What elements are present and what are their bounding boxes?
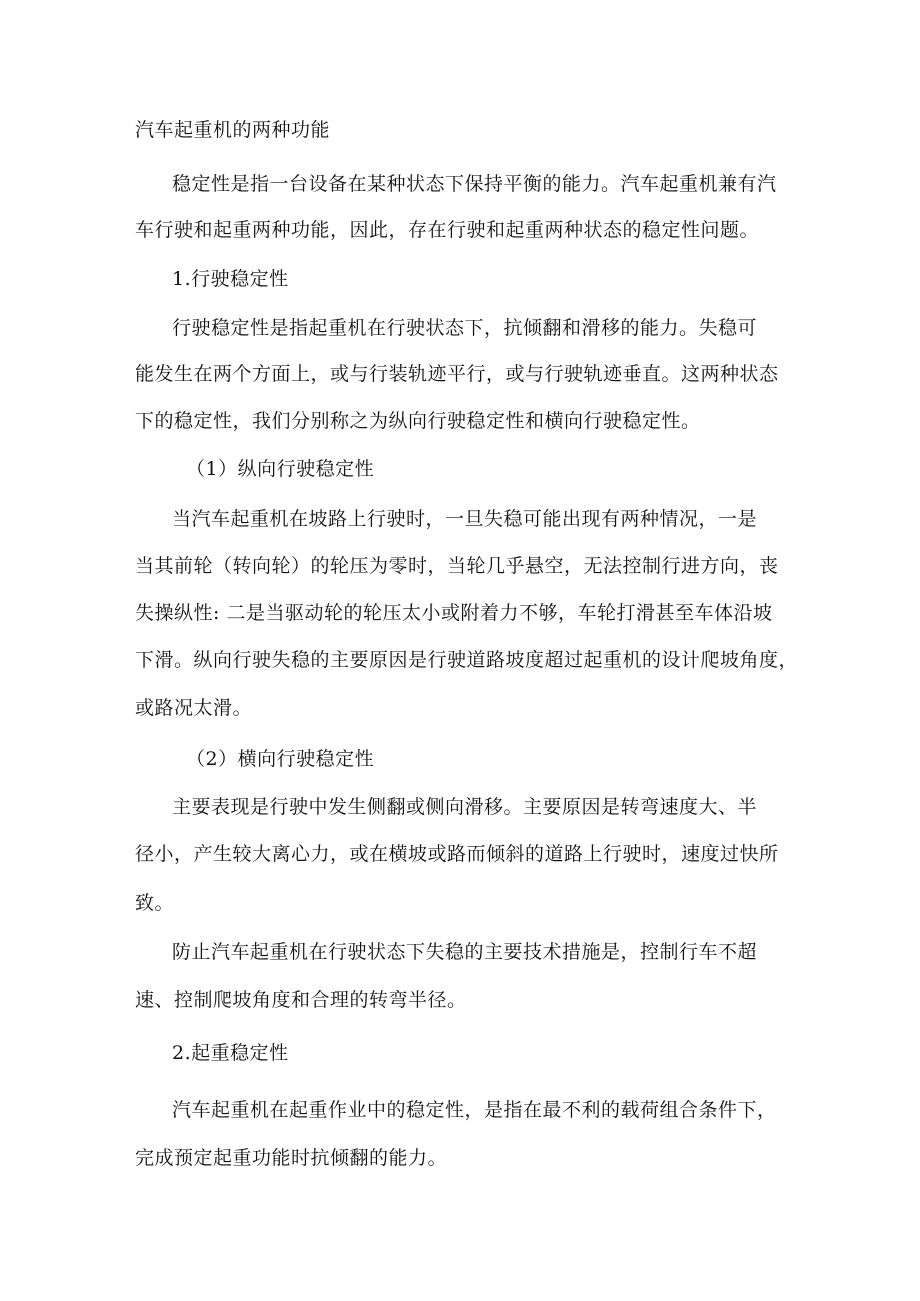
paragraph-lateral-line-2: 径小，产生较大离心力，或在横坡或路而倾斜的道路上行驶时，速度过快所 [135,843,779,865]
paragraph-measures-line-1: 防止汽车起重机在行驶状态下失稳的主要技术措施是，控制行车不超 [172,941,758,963]
document-title: 汽车起重机的两种功能 [135,119,331,141]
paragraph-longitudinal-line-2: 当其前轮（转向轮）的轮压为零时，当轮几乎悬空，无法控制行进方向，丧 [135,555,779,577]
paragraph-longitudinal-line-4: 下滑。纵向行驶失稳的主要原因是行驶道路坡度超过起重机的设计爬坡角度， [135,649,799,671]
paragraph-longitudinal-line-5: 或路况太滑。 [135,697,253,719]
subsection-heading-lateral: （2）横向行驶稳定性 [186,748,375,770]
section-heading-driving-stability: 1.行驶稳定性 [172,268,289,290]
section-heading-lifting-stability: 2.起重稳定性 [172,1042,289,1064]
paragraph-longitudinal-line-3: 失操纵性: 二是当驱动轮的轮压太小或附着力不够，车轮打滑甚至车体沿坡 [135,602,773,624]
subsection-heading-longitudinal: （1）纵向行驶稳定性 [186,458,375,480]
paragraph-measures-line-2: 速、控制爬坡角度和合理的转弯半径。 [135,989,467,1011]
paragraph-intro-line-1: 稳定性是指一台设备在某种状态下保持平衡的能力。汽车起重机兼有汽 [172,173,777,195]
paragraph-lifting-line-1: 汽车起重机在起重作业中的稳定性，是指在最不利的载荷组合条件下， [172,1099,777,1121]
paragraph-lifting-line-2: 完成预定起重功能时抗倾翻的能力。 [135,1147,448,1169]
paragraph-longitudinal-line-1: 当汽车起重机在坡路上行驶时，一旦失稳可能出现有两种情况，一是 [172,508,758,530]
paragraph-driving-line-2: 能发生在两个方面上，或与行装轨迹平行，或与行驶轨迹垂直。这两种状态 [135,363,779,385]
paragraph-driving-line-3: 下的稳定性，我们分别称之为纵向行驶稳定性和横向行驶稳定性。 [135,410,701,432]
paragraph-lateral-line-3: 致。 [135,892,175,914]
paragraph-lateral-line-1: 主要表现是行驶中发生侧翻或侧向滑移。主要原因是转弯速度大、半 [172,796,758,818]
paragraph-driving-line-1: 行驶稳定性是指起重机在行驶状态下，抗倾翻和滑移的能力。失稳可 [172,317,758,339]
paragraph-intro-line-2: 车行驶和起重两种功能，因此，存在行驶和起重两种状态的稳定性问题。 [135,219,760,241]
